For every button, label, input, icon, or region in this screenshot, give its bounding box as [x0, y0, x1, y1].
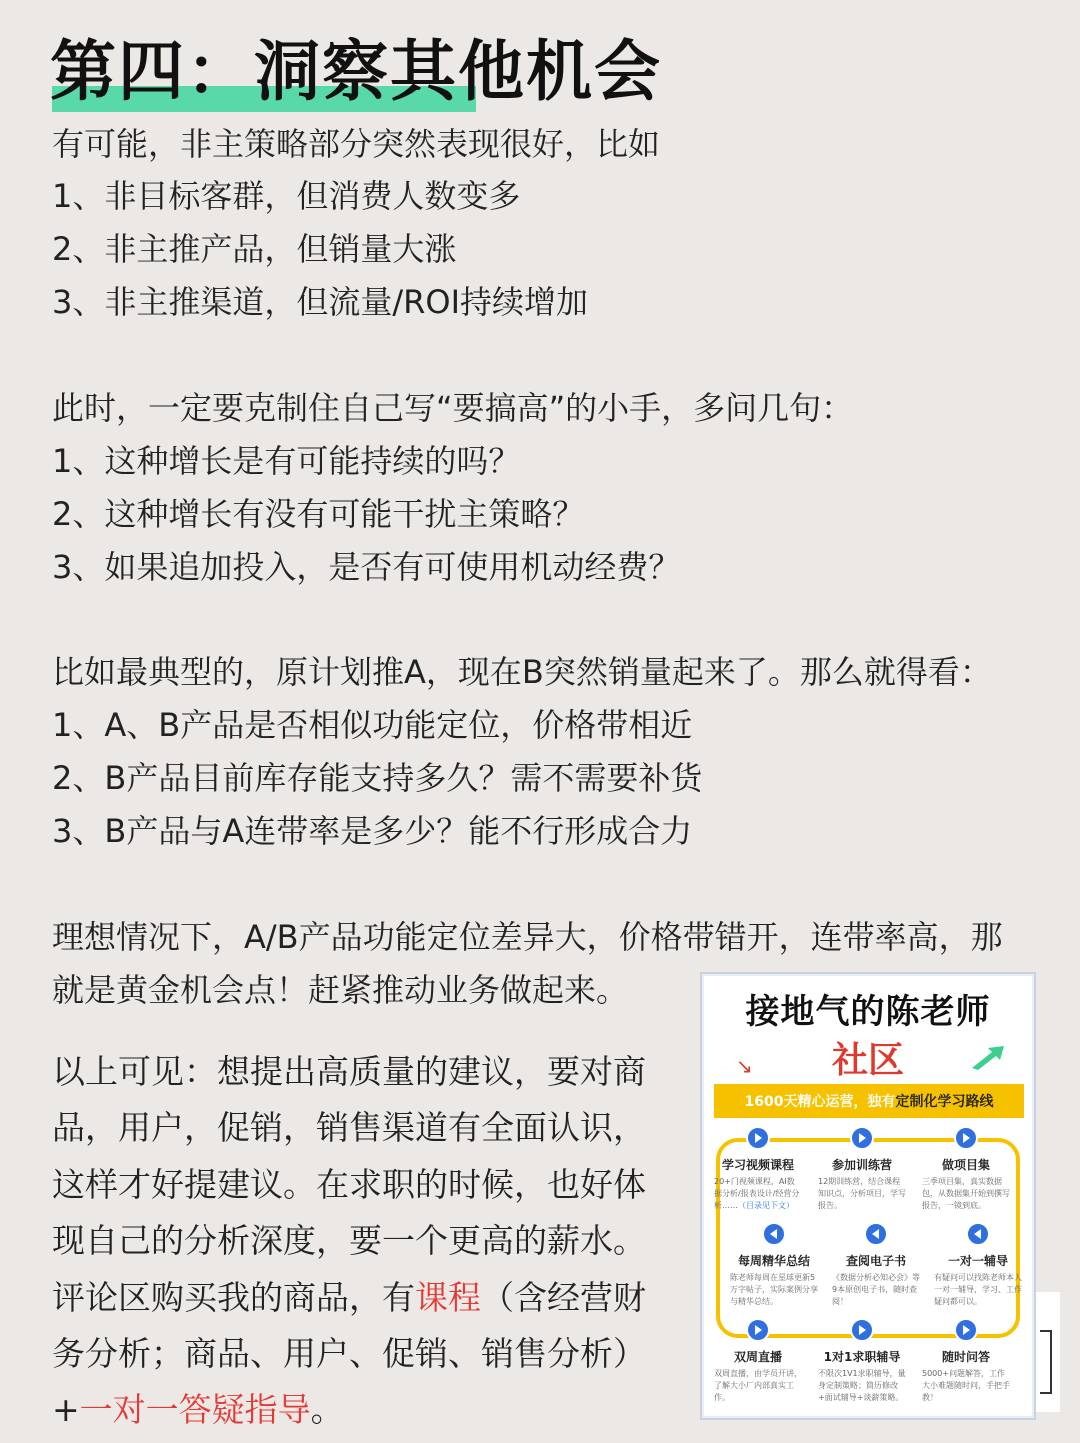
conclusion-line: 这样才好提建议。在求职的时候，也好体	[52, 1165, 646, 1204]
conclusion-line	[52, 1390, 344, 1430]
card-title: 接地气的陈老师	[745, 992, 991, 1032]
tutoring-link[interactable]: 一对一答疑指导	[79, 1390, 311, 1429]
text-line: 1、这种增长是有可能持续的吗？	[52, 442, 521, 480]
text-line: 比如最典型的，原计划推A，现在B突然销量起来了。那么就得看：	[52, 653, 992, 691]
card-banner	[714, 1084, 1024, 1118]
node-desc: 12期训练营，结合课程知识点，分析项目，学写报告。	[818, 1177, 906, 1210]
node-desc: 双周直播，由学员开讲，了解大小厂内部真实工作。	[714, 1369, 802, 1402]
path-node	[932, 1222, 1024, 1308]
banner-highlight: 定制化学习路线	[895, 1094, 994, 1110]
text-line: 1、非目标客群，但消费人数变多	[52, 177, 521, 215]
node-desc: 三季项目集，真实数据包，从数据集开始到撰写报告，一镜到底。	[922, 1177, 1010, 1210]
node-desc: 《数据分析必知必会》等9本原创电子书，随时查阅！	[832, 1273, 920, 1306]
node-title: 学习视频课程	[721, 1158, 794, 1172]
text-line: 2、这种增长有没有可能干扰主策略？	[52, 495, 585, 533]
conclusion-line: 品，用户，促销，销售渠道有全面认识，	[52, 1108, 646, 1147]
conclusion-text: 评论区购买我的商品，有	[52, 1278, 415, 1317]
path-node	[728, 1222, 820, 1308]
node-title: 一对一辅导	[947, 1254, 1008, 1268]
arrow-down-right-icon: ↘	[736, 1054, 753, 1078]
node-title: 每周精华总结	[737, 1254, 810, 1268]
card-subtitle: 社区	[831, 1040, 904, 1081]
text-line: 此时，一定要克制住自己写“要搞高”的小手，多问几句：	[52, 389, 854, 427]
node-title: 做项目集	[941, 1158, 990, 1172]
text-line: 2、B产品目前库存能支持多久？需不需要补货	[52, 759, 703, 797]
node-title: 查阅电子书	[845, 1254, 906, 1268]
conclusion-line: 现自己的分析深度，要一个更高的薪水。	[52, 1221, 646, 1260]
arrow-up-right-icon	[970, 1044, 1006, 1070]
node-title: 双周直播	[733, 1350, 782, 1364]
path-node	[712, 1318, 804, 1404]
conclusion-text: 。	[310, 1390, 344, 1429]
play-icon	[850, 1318, 874, 1342]
conclusion-line	[52, 1278, 646, 1318]
conclusion-line: 务分析；商品、用户、促销、销售分析）	[52, 1334, 646, 1373]
text-line: 3、如果追加投入，是否有可使用机动经费？	[52, 548, 681, 586]
node-title: 1对1求职辅导	[823, 1350, 901, 1364]
path-node	[920, 1318, 1012, 1404]
conclusion-line: 以上可见：想提出高质量的建议，要对商	[52, 1052, 646, 1091]
play-left-icon	[762, 1222, 786, 1246]
banner-text: 1600天精心运营，独有	[744, 1094, 896, 1110]
path-node	[830, 1222, 922, 1308]
play-icon	[850, 1126, 874, 1150]
path-node	[816, 1318, 908, 1404]
play-icon	[746, 1318, 770, 1342]
node-title: 参加训练营	[831, 1158, 892, 1172]
text-line: 3、B产品与A连带率是多少？能不行形成合力	[52, 812, 693, 850]
play-left-icon	[966, 1222, 990, 1246]
text-line: 理想情况下，A/B产品功能定位差异大，价格带错开，连带率高，那	[52, 918, 1003, 956]
conclusion-text: +	[52, 1390, 80, 1429]
play-left-icon	[864, 1222, 888, 1246]
path-node	[816, 1126, 908, 1212]
node-title: 随时问答	[941, 1350, 990, 1364]
path-node	[920, 1126, 1012, 1212]
conclusion-text: （含经营财	[481, 1278, 646, 1317]
path-node	[712, 1126, 804, 1212]
page-title: 第四：洞察其他机会	[50, 33, 662, 110]
node-desc: 陈老师每周在星球更新5万字帖子，实际案例分享与精华总结。	[730, 1273, 818, 1306]
text-line: 2、非主推产品，但销量大涨	[52, 230, 457, 268]
bracket-decoration	[1040, 1330, 1052, 1394]
node-desc: 5000+问题解答，工作大小难题随时问，手把手教！	[922, 1369, 1010, 1402]
text-line: 1、A、B产品是否相似功能定位，价格带相近	[52, 706, 693, 744]
course-link[interactable]: 课程	[415, 1278, 481, 1317]
text-line: 就是黄金机会点！赶紧推动业务做起来。	[52, 971, 629, 1009]
play-icon	[746, 1126, 770, 1150]
play-icon	[954, 1318, 978, 1342]
node-desc: 有疑问可以找陈老师本人一对一辅导，学习、工作疑问都可以。	[934, 1273, 1022, 1306]
node-desc: 不限次1V1求职辅导，量身定制策略；简历修改+面试辅导+谈薪策略。	[818, 1369, 906, 1402]
text-line: 3、非主推渠道，但流量/ROI持续增加	[52, 283, 589, 321]
text-line: 有可能，非主策略部分突然表现很好，比如	[52, 125, 661, 163]
play-icon	[954, 1126, 978, 1150]
community-card[interactable]	[700, 972, 1036, 1420]
node-desc: 20+门视频课程，AI数据分析/报表设计/经营分析……（目录见下文）	[714, 1177, 800, 1210]
